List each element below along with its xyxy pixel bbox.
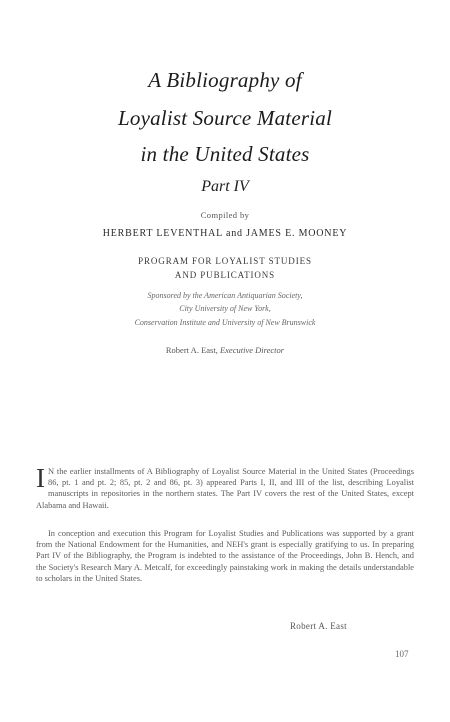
intro-paragraph-text: N the earlier installments of A Bibliography of Loyalist Source Material in the United States (Proceedings 86, pt. 1 and pt. 2; 85, pt. 2 and 86, pt. 3) appeared Parts I, II, and III of the list, describing Loyalist manuscripts in repositories in the northern states. The Part IV covers the rest of the United States, except Alabama and Hawaii. <box>36 467 414 510</box>
page-number: 107 <box>395 649 409 659</box>
part-heading: Part IV <box>201 178 249 195</box>
director-name: Robert A. East <box>165 345 216 355</box>
drop-cap: I <box>36 463 45 493</box>
acknowledgement-paragraph: In conception and execution this Program for Loyalist Studies and Publications was supported by a grant from the National Endowment for the Humanities, and NEH's grant is especially gratifying to us. In preparing Part IV of the Bibliography, the Program is indebted to the assistance of the Proceedings, John B. Hench, and the Society's Research Mary A. Metcalf, for exceedingly painstaking work in making the details understandable to scholars in the United States. <box>36 529 414 583</box>
sponsor-line-1: Sponsored by the American Antiquarian Society, <box>147 291 303 300</box>
title-line-2: Loyalist Source Material <box>117 106 332 130</box>
program-title-line-1: PROGRAM FOR LOYALIST STUDIES <box>138 256 312 266</box>
editors-line: HERBERT LEVENTHAL and JAMES E. MOONEY <box>102 228 348 239</box>
intro-paragraph <box>36 463 414 511</box>
program-title-line-2: AND PUBLICATIONS <box>174 270 276 280</box>
director-line: Robert A. East, Executive Director <box>165 345 285 355</box>
title-line-3: in the United States <box>140 142 310 166</box>
director-title: Executive Director <box>219 345 285 355</box>
compiled-by-label: Compiled by <box>200 210 250 220</box>
sponsor-line-3: Conservation Institute and University of New Brunswick <box>134 318 316 327</box>
signature: Robert A. East <box>290 621 347 631</box>
title-line-1: A Bibliography of <box>148 68 302 92</box>
sponsor-line-2: City University of New York, <box>179 304 271 313</box>
